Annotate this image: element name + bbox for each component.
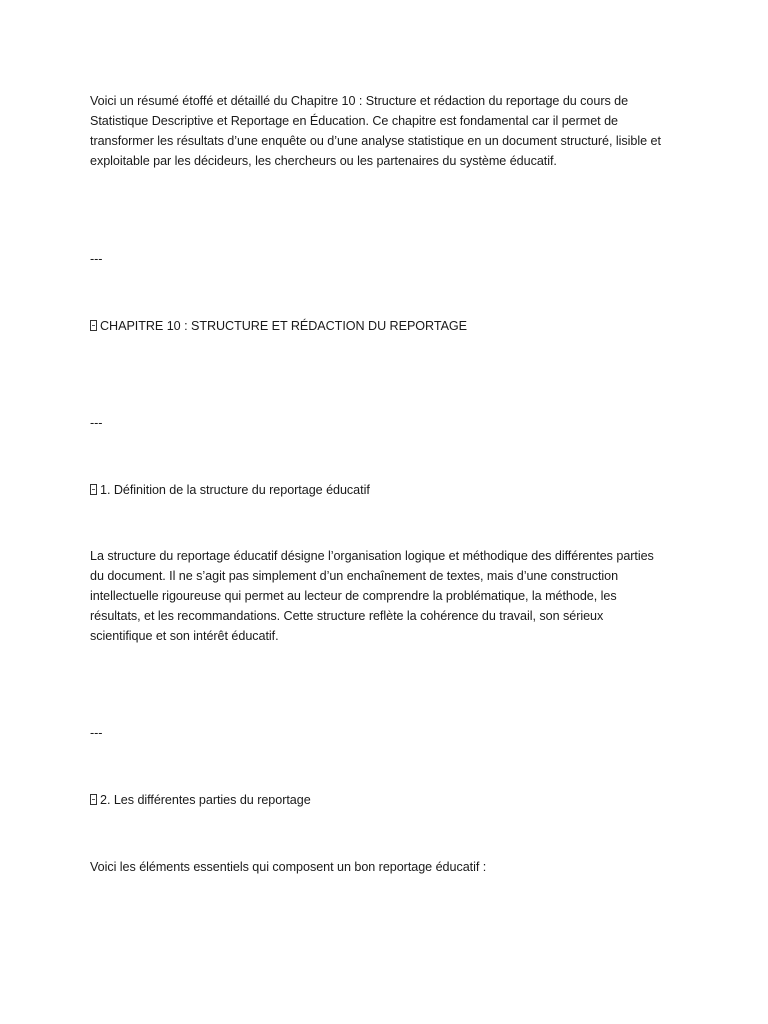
intro-line: Statistique Descriptive et Reportage en Éducation. Ce chapitre est fondamental car il permet de — [90, 114, 618, 128]
section1-title: 1. Définition de la structure du reportage éducatif — [100, 483, 370, 497]
missing-glyph-icon — [90, 794, 97, 805]
section1-line: scientifique et son intérêt éducatif. — [90, 629, 279, 643]
section2-title: 2. Les différentes parties du reportage — [100, 793, 311, 807]
separator: --- — [90, 726, 103, 740]
intro-line: exploitable par les décideurs, les chercheurs ou les partenaires du système éducatif. — [90, 154, 557, 168]
intro-line: Voici un résumé étoffé et détaillé du Chapitre 10 : Structure et rédaction du reportage du cours de — [90, 94, 629, 108]
chapter-heading — [90, 316, 682, 336]
section1-line: résultats, et les recommandations. Cette structure reflète la cohérence du travail, son sérieux — [90, 609, 604, 623]
section1-paragraph — [90, 546, 682, 646]
section2-intro: Voici les éléments essentiels qui composent un bon reportage éducatif : — [90, 860, 487, 874]
intro-line: transformer les résultats d’une enquête ou d’une analyse statistique en un document structuré, lisible et — [90, 134, 661, 148]
section1-line: intellectuelle rigoureuse qui permet au lecteur de comprendre la problématique, la méthode, les — [90, 589, 617, 603]
section-heading — [90, 480, 682, 500]
chapter-title: CHAPITRE 10 : STRUCTURE ET RÉDACTION DU REPORTAGE — [100, 319, 468, 333]
section-heading — [90, 790, 682, 810]
missing-glyph-icon — [90, 320, 97, 331]
intro-paragraph — [90, 91, 682, 171]
section1-line: du document. Il ne s’agit pas simplement d’un enchaînement de textes, mais d’une construction — [90, 569, 619, 583]
missing-glyph-icon — [90, 484, 97, 495]
separator: --- — [90, 252, 103, 266]
section1-line: La structure du reportage éducatif désigne l’organisation logique et méthodique des différentes parties — [90, 549, 654, 563]
separator: --- — [90, 416, 103, 430]
